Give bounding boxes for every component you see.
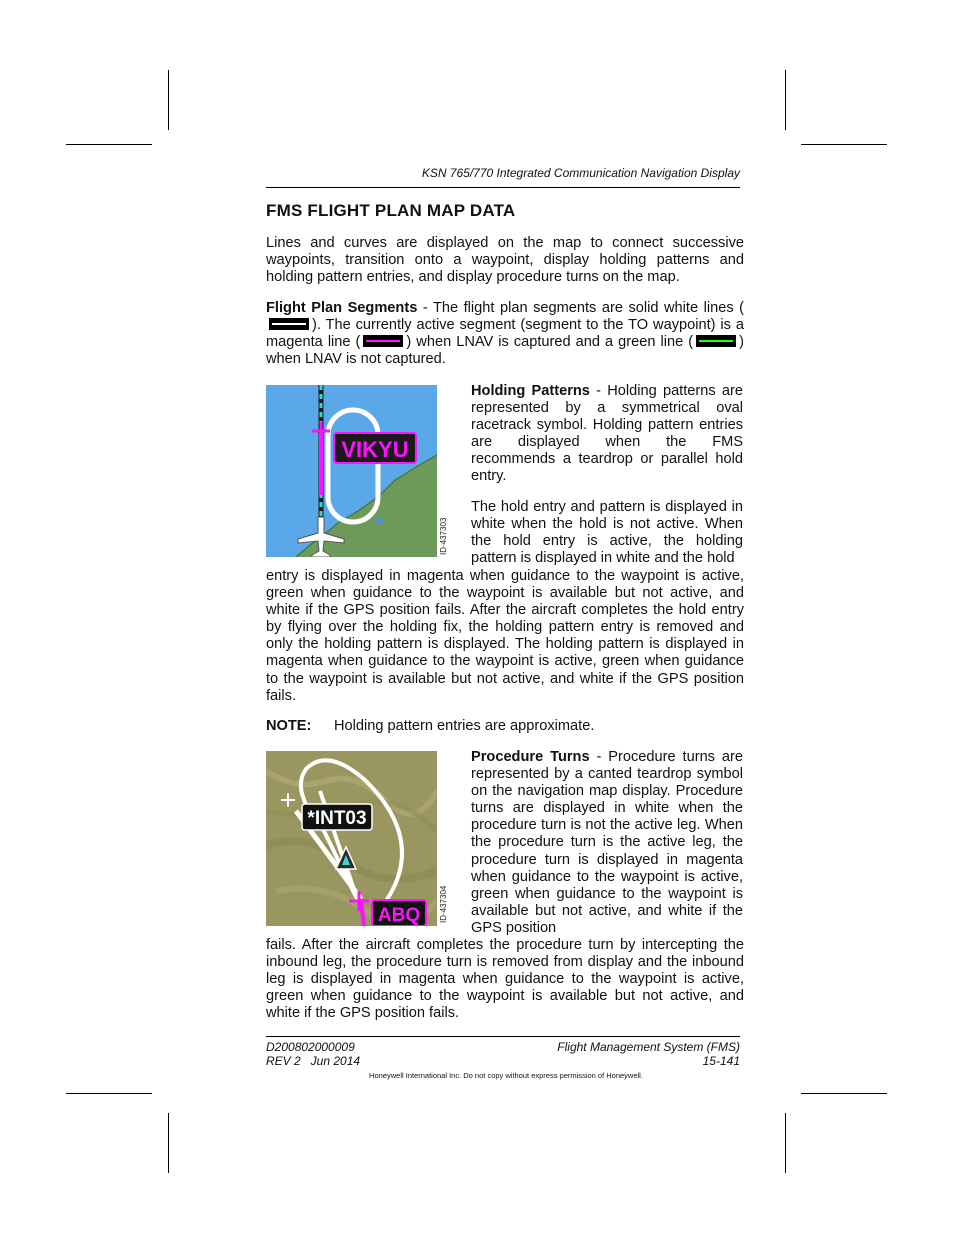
revision: REV 2 Jun 2014 (266, 1054, 361, 1068)
crop-mark (785, 1113, 786, 1173)
flight-plan-segments-label: Flight Plan Segments (266, 300, 418, 316)
procedure-turns-paragraph: Procedure Turns - Procedure turns are represented by a canted teardrop symbol on the navigation map display. Procedure turns are displayed in white when the procedure turn is not the active leg. When the procedure turn is the active leg, the procedure turn is displayed in magenta when guidance to the waypoint is active, green when guidance to the waypoint is available but not active, and white if the GPS position (471, 749, 744, 936)
holding-pattern-figure (266, 385, 448, 557)
footer-right (557, 1040, 740, 1068)
doc-number: D200802000009 (266, 1040, 355, 1054)
holding-patterns-paragraph: Holding Patterns - Holding patterns are represented by a symmetrical oval racetrack symbol. Holding pattern entries are displayed when the FMS recommends a teardrop or parallel hold entry. (471, 383, 743, 485)
magenta-line-icon (363, 335, 403, 347)
page-number: 15-141 (702, 1054, 740, 1068)
intro-paragraph: Lines and curves are displayed on the map to connect successive waypoints, transition onto a waypoint, display holding patterns and holding pattern entries, and display procedure turns on the map. (266, 235, 744, 286)
crop-mark (785, 70, 786, 130)
abq-label: ABQ (377, 905, 421, 926)
white-line-icon (269, 318, 309, 330)
chapter-title: Flight Management System (FMS) (557, 1040, 740, 1054)
note-text: Holding pattern entries are approximate. (334, 718, 595, 734)
int03-label: *INT03 (307, 808, 367, 829)
section-title: FMS FLIGHT PLAN MAP DATA (266, 201, 516, 220)
note-label: NOTE: (266, 718, 312, 734)
figure-id: ID-437303 (439, 517, 448, 555)
hold-entry-paragraph-column: The hold entry and pattern is displayed in white when the hold is not active. When the hold entry is active, the holding pattern is displayed in white and the hold (471, 499, 743, 567)
procedure-turns-label: Procedure Turns (471, 749, 590, 765)
copyright: Honeywell International Inc. Do not copy without express permission of Honeywell. (369, 1071, 643, 1080)
holding-patterns-label: Holding Patterns (471, 383, 590, 399)
green-line-icon (696, 335, 736, 347)
footer-left (266, 1040, 360, 1068)
crop-mark (801, 1093, 887, 1094)
crop-mark (66, 144, 152, 145)
hold-entry-paragraph-full: entry is displayed in magenta when guidance to the waypoint is active, green when guidance to the waypoint is available but not active, and white if the GPS position fails. After the aircraft completes the hold entry by flying over the holding fix, the holding pattern entry is removed and only the holding pattern is displayed. The holding pattern is displayed in magenta when guidance to the waypoint is active, green when guidance to the waypoint is available but not active, and white if the GPS position fails. (266, 568, 744, 704)
running-header: KSN 765/770 Integrated Communication Navigation Display (421, 166, 740, 180)
flight-plan-segments-paragraph: Flight Plan Segments - The flight plan segments are solid white lines (). The currently active segment (segment to the TO waypoint) is a magenta line ( ) when LNAV is captured and a green line ( ) when LNAV is not captured. (266, 300, 745, 368)
holding-waypoint-label: VIKYU (341, 437, 409, 462)
crop-mark (168, 70, 169, 130)
footer-rule (266, 1036, 740, 1037)
crop-mark (66, 1093, 152, 1094)
procedure-turns-paragraph-full: fails. After the aircraft completes the procedure turn by intercepting the inbound leg, the procedure turn is removed from display and the inbound leg is displayed in magenta when guidance to the waypoint is active, green when guidance to the waypoint is available but not active, and white if the GPS position fails. (266, 937, 744, 1022)
figure-id: ID-437304 (439, 885, 448, 923)
procedure-turn-figure (266, 751, 448, 926)
holding-pattern-map (266, 385, 437, 557)
note (266, 718, 594, 734)
crop-mark (801, 144, 887, 145)
header-rule (266, 187, 740, 188)
crop-mark (168, 1113, 169, 1173)
procedure-turn-map (266, 751, 437, 926)
